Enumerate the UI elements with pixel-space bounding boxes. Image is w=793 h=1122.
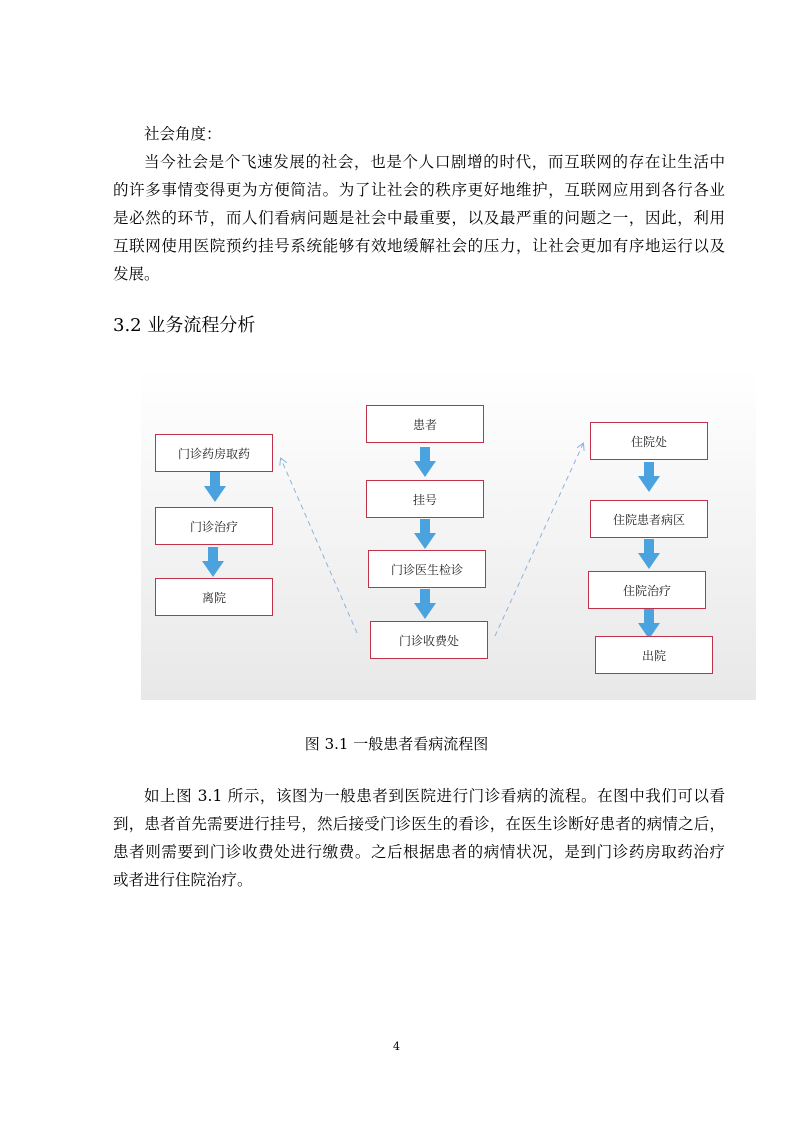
down-arrow-icon: [414, 519, 436, 549]
section-social-perspective: [113, 120, 725, 288]
box-outpatient-treatment: 门诊治疗: [155, 507, 273, 545]
down-arrow-icon: [638, 609, 660, 639]
flowchart-figure: [141, 368, 756, 700]
box-outpatient-doctor: 门诊医生检诊: [368, 550, 486, 588]
box-outpatient-pharmacy: 门诊药房取药: [155, 434, 273, 472]
section-heading: 3.2 业务流程分析: [113, 315, 256, 336]
section-figure-description: [113, 782, 725, 894]
down-arrow-icon: [414, 589, 436, 619]
box-inpatient-treatment: 住院治疗: [588, 571, 706, 609]
text-line: 到，患者首先需要进行挂号，然后接受门诊医生的看诊，在医生诊断好患者的病情之后，: [113, 815, 725, 833]
box-inpatient-ward: 住院患者病区: [590, 500, 708, 538]
text-line: 的许多事情变得更为方便简洁。为了让社会的秩序更好地维护，互联网应用到各行各业: [113, 181, 725, 199]
page-number: 4: [393, 1040, 400, 1053]
dashed-arrow-to-inpatient: [495, 444, 583, 636]
box-outpatient-cashier: 门诊收费处: [370, 621, 488, 659]
down-arrow-icon: [414, 447, 436, 477]
down-arrow-icon: [638, 539, 660, 569]
down-arrow-icon: [202, 547, 224, 577]
text-line: 如上图 3.1 所示，该图为一般患者到医院进行门诊看病的流程。在图中我们可以看: [144, 787, 725, 805]
box-discharge: 出院: [595, 636, 713, 674]
box-leave-hospital: 离院: [155, 578, 273, 616]
text-line: 互联网使用医院预约挂号系统能够有效地缓解社会的压力，让社会更加有序地运行以及: [113, 237, 725, 255]
figure-caption: 图 3.1 一般患者看病流程图: [304, 735, 489, 753]
down-arrow-icon: [204, 472, 226, 502]
dashed-arrow-to-pharmacy: [281, 459, 357, 633]
text-line: 发展。: [113, 265, 160, 283]
text-line: 或者进行住院治疗。: [113, 871, 253, 889]
paragraph-label: 社会角度：: [144, 125, 222, 143]
text-line: 是必然的环节，而人们看病问题是社会中最重要，以及最严重的问题之一，因此，利用: [113, 209, 725, 227]
box-inpatient-office: 住院处: [590, 422, 708, 460]
text-line: 患者则需要到门诊收费处进行缴费。之后根据患者的病情状况，是到门诊药房取药治疗: [113, 843, 725, 861]
box-registration: 挂号: [366, 480, 484, 518]
box-patient: 患者: [366, 405, 484, 443]
down-arrow-icon: [638, 462, 660, 492]
text-line: 当今社会是个飞速发展的社会，也是个人口剧增的时代，而互联网的存在让生活中: [144, 153, 725, 171]
